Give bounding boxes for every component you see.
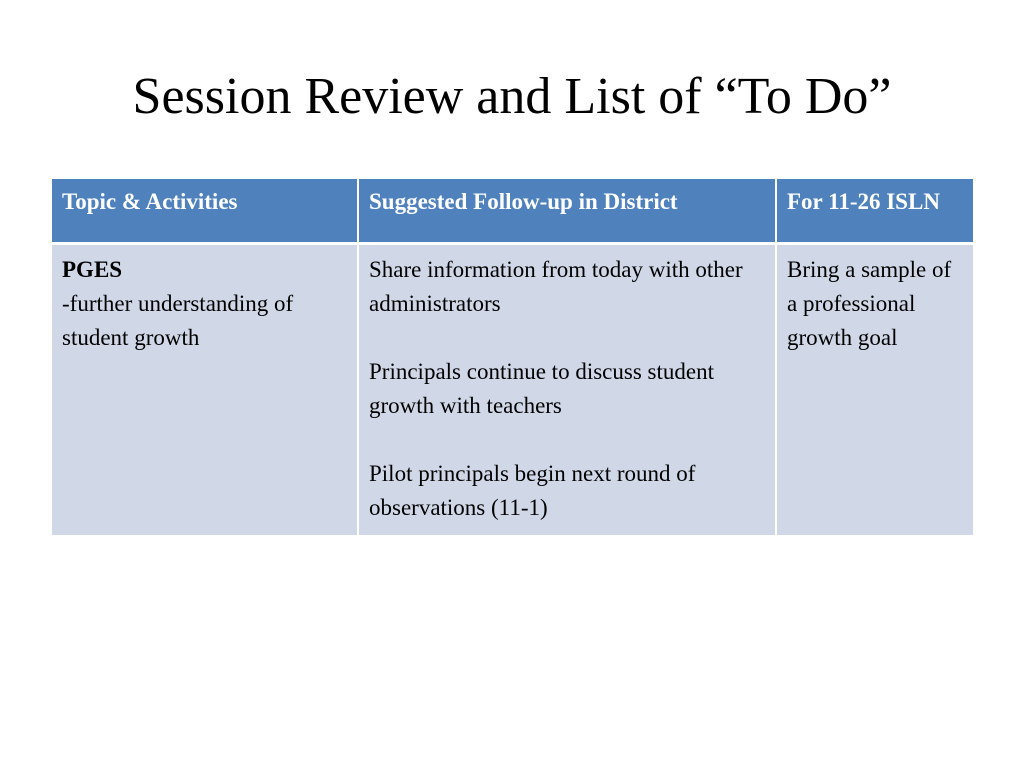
- followup-item: Pilot principals begin next round of observations (11-1): [369, 460, 696, 520]
- slide-title: Session Review and List of “To Do”: [132, 68, 892, 125]
- header-topic-activities: Topic & Activities: [52, 179, 358, 243]
- isln-cell: [776, 243, 973, 535]
- followup-item: Principals continue to discuss student growth with teachers: [369, 358, 714, 418]
- table-row: [52, 243, 973, 535]
- topic-cell: [52, 243, 358, 535]
- topic-title: PGES: [62, 256, 123, 282]
- header-for-isln: For 11-26 ISLN: [776, 179, 973, 243]
- followup-item: Share information from today with other administrators: [369, 256, 743, 316]
- header-suggested-follow-up: Suggested Follow-up in District: [358, 179, 776, 243]
- table-header-row: [52, 179, 973, 243]
- isln-item: Bring a sample of a professional growth goal: [787, 256, 952, 350]
- topic-detail: -further understanding of student growth: [62, 290, 294, 350]
- todo-table: [52, 179, 973, 535]
- followup-cell: [358, 243, 776, 535]
